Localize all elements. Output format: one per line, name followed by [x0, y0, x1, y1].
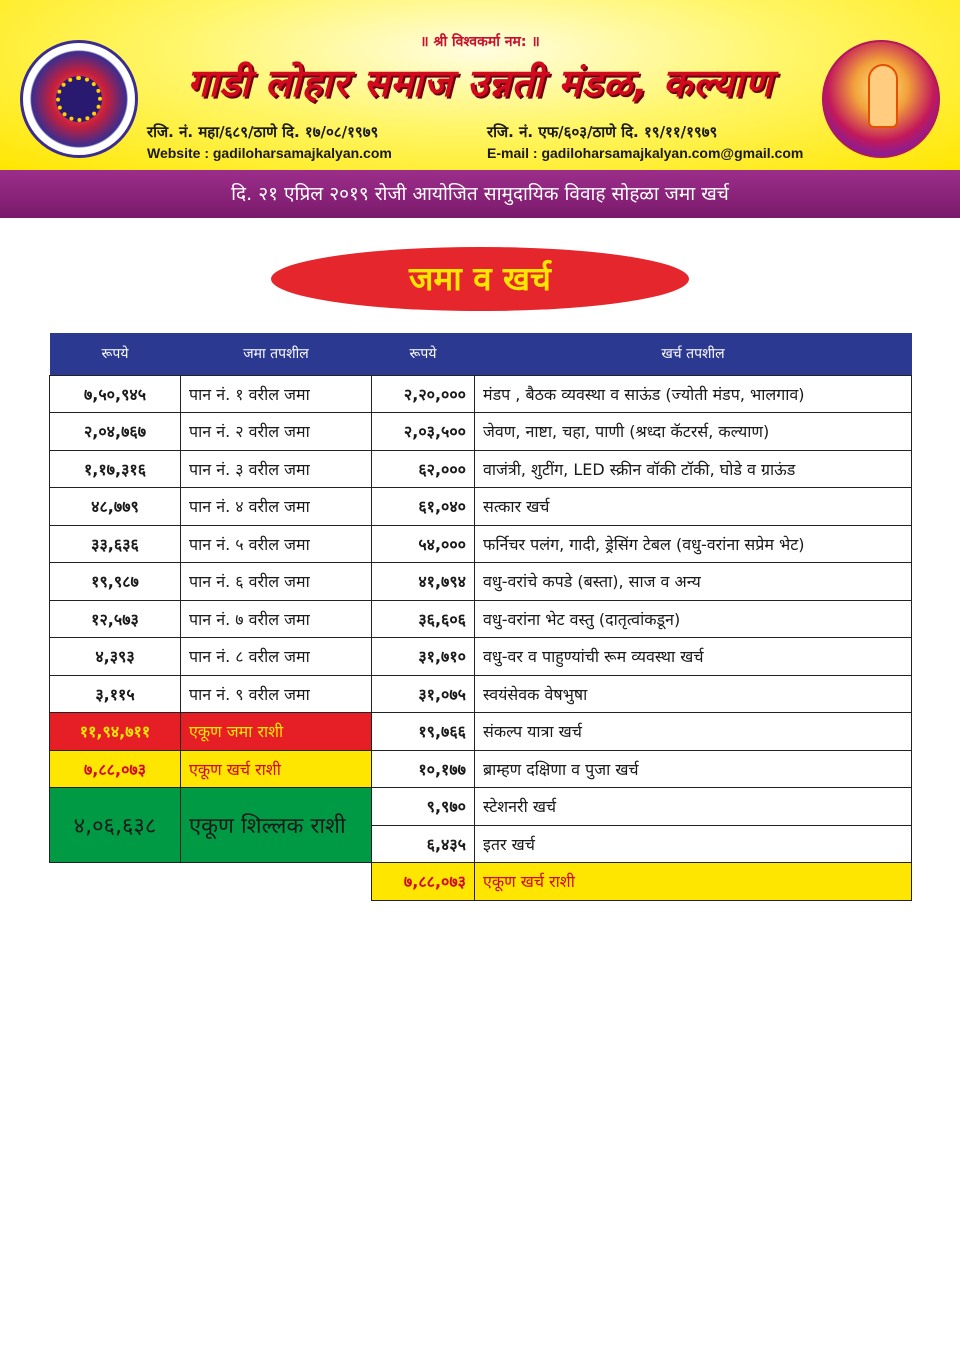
income-detail: पान नं. २ वरील जमा [181, 413, 372, 451]
final-expense-amount: ७,८८,०७३ [372, 863, 475, 901]
expense-amount: २,०३,५०० [372, 413, 475, 451]
expense-detail: स्वयंसेवक वेषभुषा [475, 675, 912, 713]
expense-amount: ९,९७० [372, 788, 475, 826]
table-row [50, 488, 912, 526]
balance-amount: ४,०६,६३८ [50, 788, 181, 863]
vishwakarma-deity-icon [822, 40, 940, 158]
income-detail-header: जमा तपशील [181, 333, 372, 373]
event-banner: दि. २१ एप्रिल २०१९ रोजी आयोजित सामुदायिक विवाह सोहळा जमा खर्च [0, 170, 960, 218]
table-row [50, 675, 912, 713]
expense-amount: ५४,००० [372, 525, 475, 563]
expense-amount: ६१,०४० [372, 488, 475, 526]
final-expense-row [50, 863, 912, 901]
expense-detail: स्टेशनरी खर्च [475, 788, 912, 826]
income-amount: २,०४,७६७ [50, 413, 181, 451]
table-row [50, 525, 912, 563]
income-amount: ३३,६३६ [50, 525, 181, 563]
total-expense-row [50, 750, 912, 788]
income-amount: ४,३९३ [50, 638, 181, 676]
empty-cell [50, 863, 372, 901]
expense-amount: ३१,७१० [372, 638, 475, 676]
income-detail: पान नं. ६ वरील जमा [181, 563, 372, 601]
income-amount: ४८,७७९ [50, 488, 181, 526]
income-detail: पान नं. ३ वरील जमा [181, 450, 372, 488]
table-header-row [50, 333, 912, 373]
wheel-logo-icon [56, 76, 102, 122]
income-detail: पान नं. ७ वरील जमा [181, 600, 372, 638]
expense-detail: जेवण, नाष्टा, चहा, पाणी (श्रध्दा कॅटरर्स, कल्याण) [475, 413, 912, 451]
expense-amount: ३६,६०६ [372, 600, 475, 638]
expense-detail: फर्निचर पलंग, गादी, ड्रेसिंग टेबल (वधु-वरांना सप्रेम भेट) [475, 525, 912, 563]
income-detail: पान नं. ८ वरील जमा [181, 638, 372, 676]
expense-amount: १०,१७७ [372, 750, 475, 788]
income-detail: पान नं. ४ वरील जमा [181, 488, 372, 526]
section-title: जमा व खर्च [271, 247, 689, 311]
income-amount: १२,५७३ [50, 600, 181, 638]
registration-left: रजि. नं. महा/६८९/ठाणे दि. १७/०८/१९७९ [147, 123, 379, 141]
expense-amount: ४१,७९४ [372, 563, 475, 601]
registration-right: रजि. नं. एफ/६०३/ठाणे दि. १९/११/१९७९ [487, 123, 718, 141]
expense-detail: वधु-वरांचे कपडे (बस्ता), साज व अन्य [475, 563, 912, 601]
expense-amount: १९,७६६ [372, 713, 475, 751]
expense-detail: ब्राम्हण दक्षिणा व पुजा खर्च [475, 750, 912, 788]
expense-amount: ६,४३५ [372, 825, 475, 863]
email-text: E-mail : gadiloharsamajkalyan.com@gmail.com [487, 145, 804, 161]
income-amount: ३,११५ [50, 675, 181, 713]
org-title: गाडी लोहार समाज उन्नती मंडळ, कल्याण [187, 61, 773, 105]
expense-amount: ३१,०७५ [372, 675, 475, 713]
expense-detail: संकल्प यात्रा खर्च [475, 713, 912, 751]
expense-detail: मंडप , बैठक व्यवस्था व साऊंड (ज्योती मंडप, भालगाव) [475, 375, 912, 413]
website-text: Website : gadiloharsamajkalyan.com [147, 145, 392, 161]
income-amount: १,१७,३१६ [50, 450, 181, 488]
income-amount: ७,५०,९४५ [50, 375, 181, 413]
expense-detail: वाजंत्री, शुटींग, LED स्क्रीन वॉकी टॉकी, घोडे व ग्राऊंड [475, 450, 912, 488]
expense-detail: इतर खर्च [475, 825, 912, 863]
table-row [50, 563, 912, 601]
expense-detail-header: खर्च तपशील [475, 333, 912, 373]
income-detail: पान नं. ५ वरील जमा [181, 525, 372, 563]
table-row [50, 375, 912, 413]
expense-detail: वधु-वरांना भेट वस्तु (दातृत्वांकडून) [475, 600, 912, 638]
expense-amount-header: रूपये [372, 333, 475, 373]
total-expense-amount: ७,८८,०७३ [50, 750, 181, 788]
income-amount-header: रूपये [50, 333, 181, 373]
table-row [50, 450, 912, 488]
table-row [50, 788, 912, 826]
total-income-row [50, 713, 912, 751]
expense-amount: २,२०,००० [372, 375, 475, 413]
invocation-text: ॥ श्री विश्वकर्मा नम: ॥ [420, 34, 540, 50]
org-logo [20, 40, 138, 158]
ledger-table [49, 333, 912, 901]
income-detail: पान नं. १ वरील जमा [181, 375, 372, 413]
deity-figure-icon [868, 64, 898, 128]
balance-label: एकूण शिल्लक राशी [181, 788, 372, 863]
total-income-amount: ११,९४,७११ [50, 713, 181, 751]
total-income-label: एकूण जमा राशी [181, 713, 372, 751]
final-expense-label: एकूण खर्च राशी [475, 863, 912, 901]
table-row [50, 600, 912, 638]
income-amount: १९,९८७ [50, 563, 181, 601]
header [0, 0, 960, 170]
expense-detail: सत्कार खर्च [475, 488, 912, 526]
table-row [50, 413, 912, 451]
income-detail: पान नं. ९ वरील जमा [181, 675, 372, 713]
total-expense-label: एकूण खर्च राशी [181, 750, 372, 788]
expense-amount: ६२,००० [372, 450, 475, 488]
table-row [50, 638, 912, 676]
expense-detail: वधु-वर व पाहुण्यांची रूम व्यवस्था खर्च [475, 638, 912, 676]
